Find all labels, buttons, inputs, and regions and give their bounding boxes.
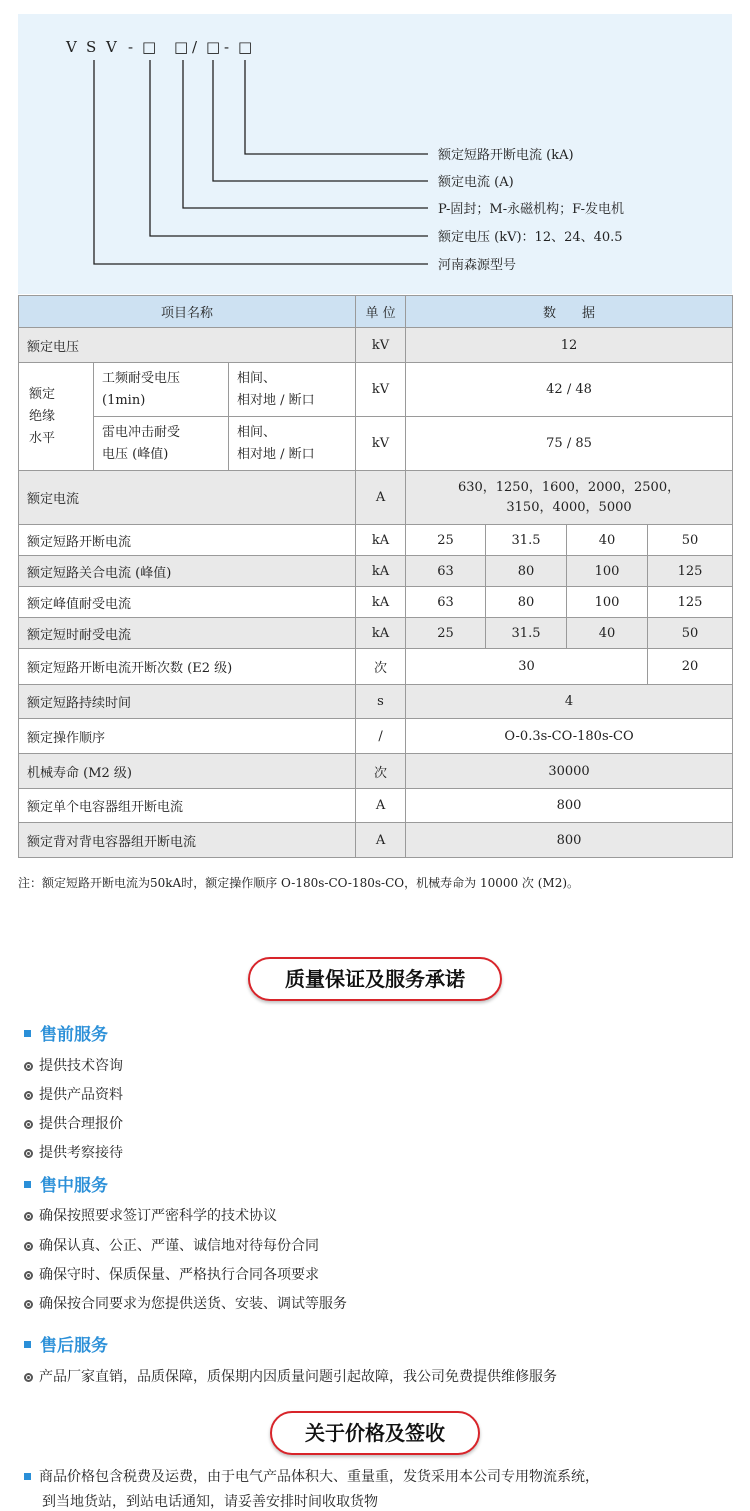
row-value: 20 [648, 649, 733, 685]
list-item: 确保认真、公正、严谨、诚信地对待每份合同 [24, 1235, 319, 1255]
table-row [19, 417, 733, 471]
row-value: 75 / 85 [406, 417, 733, 471]
row-name: 额定短路持续时间 [19, 685, 356, 719]
mid-sale-title: 售中服务 [40, 1176, 108, 1196]
row-name: 工频耐受电压 (1min) [94, 363, 229, 417]
row-unit: s [356, 685, 406, 719]
row-subname: 相间、 相对地 / 断口 [229, 417, 356, 471]
model-code-panel [18, 14, 732, 294]
model-label-current: 额定电流 (A) [438, 175, 514, 190]
row-value: 50 [648, 618, 733, 649]
price-item-continued: 到当地货站，到站电话通知，请妥善安排时间收取货物 [42, 1494, 378, 1510]
row-value: 80 [486, 587, 567, 618]
model-label-voltage: 额定电压 (kV)：12、24、40.5 [438, 230, 623, 245]
row-name: 雷电冲击耐受 电压 (峰值) [94, 417, 229, 471]
row-unit: 次 [356, 649, 406, 685]
row-subname: 相间、 相对地 / 断口 [229, 363, 356, 417]
list-item: 提供考察接待 [24, 1142, 123, 1162]
table-row [19, 471, 733, 525]
row-name: 机械寿命 (M2 级) [19, 754, 356, 789]
row-unit: / [356, 719, 406, 754]
row-name: 额定峰值耐受电流 [19, 587, 356, 618]
row-value: 63 [406, 587, 486, 618]
table-header-row [19, 296, 733, 328]
after-sale-title: 售后服务 [40, 1336, 108, 1356]
row-value: 12 [406, 328, 733, 363]
row-unit: kV [356, 417, 406, 471]
row-value: 100 [567, 556, 648, 587]
model-label-breaking: 额定短路开断电流 (kA) [438, 148, 574, 163]
row-value: 31.5 [486, 525, 567, 556]
row-name: 额定短时耐受电流 [19, 618, 356, 649]
table-row [19, 556, 733, 587]
row-value: 800 [406, 789, 733, 823]
model-code-char: □ [206, 38, 221, 56]
ring-bullet-icon [24, 1149, 33, 1158]
square-bullet-icon [24, 1030, 31, 1037]
row-unit: kA [356, 556, 406, 587]
table-row [19, 719, 733, 754]
model-code-char: S [86, 38, 97, 56]
ring-bullet-icon [24, 1062, 33, 1071]
model-code-diagram [18, 14, 732, 294]
table-row [19, 685, 733, 719]
pre-sale-heading [24, 1020, 108, 1045]
row-name: 额定电压 [19, 328, 356, 363]
square-bullet-icon [24, 1341, 31, 1348]
ring-bullet-icon [24, 1300, 33, 1309]
row-name: 额定操作顺序 [19, 719, 356, 754]
ring-bullet-icon [24, 1120, 33, 1129]
row-value: 25 [406, 525, 486, 556]
row-unit: kA [356, 618, 406, 649]
row-value: O-0.3s-CO-180s-CO [406, 719, 733, 754]
model-code-char: - [128, 38, 134, 56]
row-name: 额定短路开断电流 [19, 525, 356, 556]
list-item: 提供产品资料 [24, 1084, 123, 1104]
row-unit: A [356, 789, 406, 823]
row-unit: kV [356, 363, 406, 417]
header-unit: 单 位 [356, 296, 406, 328]
row-value: 40 [567, 618, 648, 649]
row-value: 125 [648, 556, 733, 587]
table-row [19, 328, 733, 363]
list-item: 提供技术咨询 [24, 1055, 123, 1075]
row-value: 800 [406, 823, 733, 858]
ring-bullet-icon [24, 1373, 33, 1382]
model-code-char: □ [174, 38, 189, 56]
table-row [19, 789, 733, 823]
row-value: 125 [648, 587, 733, 618]
table-row [19, 649, 733, 685]
row-value: 50 [648, 525, 733, 556]
row-value: 63 [406, 556, 486, 587]
square-bullet-icon [24, 1181, 31, 1188]
header-data: 数 据 [406, 296, 733, 328]
row-unit: A [356, 471, 406, 525]
row-value: 42 / 48 [406, 363, 733, 417]
model-code-char: - [224, 38, 230, 56]
table-row [19, 618, 733, 649]
square-bullet-icon [24, 1473, 31, 1480]
row-unit: 次 [356, 754, 406, 789]
header-item-name: 项目名称 [19, 296, 356, 328]
row-value: 4 [406, 685, 733, 719]
table-row [19, 363, 733, 417]
table-footnote: 注：额定短路开断电流为50kA时，额定操作顺序 O-180s-CO-180s-CO，机械寿命为 10000 次 (M2)。 [18, 876, 580, 890]
row-unit: kA [356, 525, 406, 556]
row-unit: kV [356, 328, 406, 363]
row-value: 100 [567, 587, 648, 618]
row-name: 额定背对背电容器组开断电流 [19, 823, 356, 858]
model-code-char: □ [238, 38, 253, 56]
table-row [19, 525, 733, 556]
mid-sale-heading [24, 1171, 108, 1196]
pre-sale-title: 售前服务 [40, 1025, 108, 1045]
model-code-char: V [66, 38, 77, 56]
ring-bullet-icon [24, 1242, 33, 1251]
list-item: 产品厂家直销，品质保障，质保期内因质量问题引起故障，我公司免费提供维修服务 [24, 1366, 557, 1386]
row-unit: kA [356, 587, 406, 618]
quality-title-badge: 质量保证及服务承诺 [248, 957, 502, 1001]
model-code-char: / [192, 38, 198, 56]
row-value: 630，1250，1600，2000，2500， 3150，4000，5000 [406, 471, 733, 525]
list-item: 确保按合同要求为您提供送货、安装、调试等服务 [24, 1293, 347, 1313]
leader-line-voltage [150, 60, 428, 236]
table-row [19, 754, 733, 789]
row-group-insulation: 额定 绝缘 水平 [19, 363, 94, 471]
row-value: 40 [567, 525, 648, 556]
row-value: 31.5 [486, 618, 567, 649]
leader-line-breaking [245, 60, 428, 154]
model-code-char: V [106, 38, 117, 56]
leader-line-type [183, 60, 428, 208]
list-item: 确保守时、保质保量、严格执行合同各项要求 [24, 1264, 319, 1284]
list-item: 提供合理报价 [24, 1113, 123, 1133]
spec-table [18, 295, 733, 858]
ring-bullet-icon [24, 1212, 33, 1221]
row-name: 额定短路开断电流开断次数 (E2 级) [19, 649, 356, 685]
row-name: 额定电流 [19, 471, 356, 525]
row-value: 30 [406, 649, 648, 685]
price-title-badge: 关于价格及签收 [270, 1411, 480, 1455]
row-value: 80 [486, 556, 567, 587]
row-name: 额定短路关合电流 (峰值) [19, 556, 356, 587]
ring-bullet-icon [24, 1091, 33, 1100]
model-code-char: □ [142, 38, 157, 56]
row-name: 额定单个电容器组开断电流 [19, 789, 356, 823]
row-value: 30000 [406, 754, 733, 789]
list-item: 确保按照要求签订严密科学的技术协议 [24, 1205, 277, 1225]
table-row [19, 587, 733, 618]
leader-line-brand [94, 60, 428, 264]
row-value: 25 [406, 618, 486, 649]
table-row [19, 823, 733, 858]
ring-bullet-icon [24, 1271, 33, 1280]
price-item: 商品价格包含税费及运费，由于电气产品体积大、重量重，发货采用本公司专用物流系统， [24, 1466, 599, 1486]
row-unit: A [356, 823, 406, 858]
model-label-type: P-固封；M-永磁机构；F-发电机 [438, 202, 624, 217]
after-sale-heading [24, 1331, 108, 1356]
model-label-brand: 河南森源型号 [438, 258, 517, 273]
